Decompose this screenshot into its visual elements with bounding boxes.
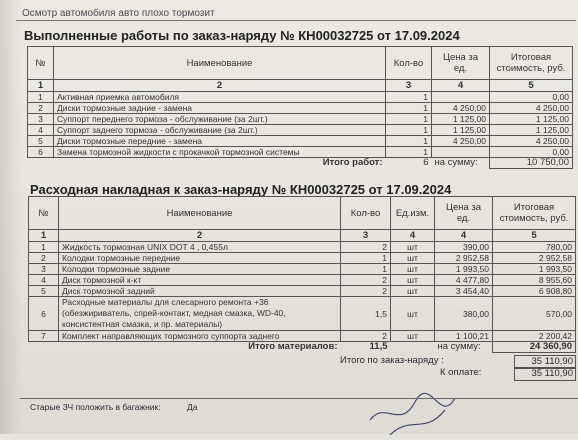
table-row	[28, 114, 573, 125]
materials-total-row	[29, 342, 576, 353]
row-price: 380,00	[435, 297, 493, 331]
col-total: Итоговая стоимость, руб.	[490, 47, 573, 80]
row-total: 0,00	[490, 92, 573, 103]
row-number: 1	[29, 242, 59, 253]
row-total: 6 908,80	[493, 286, 576, 297]
row-qty: 1	[386, 136, 432, 147]
colnum: 2	[59, 230, 341, 242]
works-total-label: Итого работ:	[322, 157, 383, 169]
row-qty: 1	[386, 147, 432, 158]
row-name: Колодки тормозные передние	[59, 253, 341, 264]
to-pay-line	[440, 367, 573, 379]
colnum: 1	[29, 230, 59, 242]
row-qty: 1	[341, 253, 391, 264]
row-name: Диск тормозной задний	[59, 286, 341, 297]
row-total: 2 200,42	[493, 331, 576, 342]
colnum: 4	[391, 230, 435, 242]
row-number: 5	[29, 286, 59, 297]
row-unit: шт	[391, 253, 435, 264]
row-name: Жидкость тормозная UNIX DOT 4 , 0,455л	[59, 242, 341, 253]
row-total: 1 125,00	[490, 114, 573, 125]
row-qty: 2	[341, 275, 391, 286]
row-name: Диски тормозные задние - замена	[54, 103, 386, 114]
row-name: Суппорт заднего тормоза - обслуживание (за 2шт.)	[54, 125, 386, 136]
row-price: 3 454,40	[435, 286, 493, 297]
order-total-value: 35 110,90	[514, 355, 576, 369]
row-qty: 2	[341, 242, 391, 253]
row-total: 4 250,00	[490, 103, 573, 114]
table-row	[29, 275, 576, 286]
row-qty: 1	[386, 92, 432, 103]
row-price: 2 952,58	[435, 253, 493, 264]
materials-sum-label: на сумму:	[437, 341, 481, 353]
works-table	[27, 46, 573, 169]
table-row	[28, 125, 573, 136]
col-total: Итоговая стоимость, руб.	[493, 197, 576, 230]
row-unit: шт	[391, 286, 435, 297]
row-total: 570,00	[493, 297, 576, 331]
row-qty: 1	[386, 103, 432, 114]
old-parts-line	[30, 402, 198, 412]
row-number: 2	[28, 103, 54, 114]
row-unit: шт	[391, 242, 435, 253]
materials-total-sum: 24 360,90	[493, 342, 576, 353]
table-row	[28, 147, 573, 158]
divider	[20, 398, 578, 399]
divider	[16, 20, 576, 21]
row-number: 3	[28, 114, 54, 125]
row-price	[432, 92, 490, 103]
row-unit: шт	[391, 297, 435, 331]
materials-title: Расходная накладная к заказ-наряду № КН00032725 от 17.09.2024	[30, 182, 452, 197]
row-unit: шт	[391, 264, 435, 275]
inspection-note: Осмотр автомобиля авто плохо тормозит	[22, 8, 215, 19]
table-row	[28, 92, 573, 103]
row-number: 1	[28, 92, 54, 103]
works-title: Выполненные работы по заказ-наряду № КН00032725 от 17.09.2024	[24, 28, 460, 43]
materials-total-qty: 11,5	[369, 341, 388, 353]
row-price: 4 250,00	[432, 103, 490, 114]
row-total: 4 250,00	[490, 136, 573, 147]
col-unit: Ед.изм.	[391, 197, 435, 230]
materials-total-label: Итого материалов:	[248, 341, 338, 353]
row-number: 6	[28, 147, 54, 158]
table-row	[29, 242, 576, 253]
page-shadow	[0, 0, 22, 434]
to-pay-value: 35 110,90	[514, 367, 576, 381]
row-name: Комплект направляющих тормозного суппорта заднего	[59, 331, 341, 342]
row-unit: шт	[391, 331, 435, 342]
to-pay-label: К оплате:	[440, 367, 482, 378]
col-price: Цена за ед.	[432, 47, 490, 80]
works-total-row	[28, 158, 573, 169]
row-number: 6	[29, 297, 59, 331]
row-price: 1 993,50	[435, 264, 493, 275]
row-number: 4	[29, 275, 59, 286]
row-qty: 1	[386, 114, 432, 125]
works-sum-label: на сумму:	[434, 157, 478, 169]
colnum: 5	[490, 80, 573, 92]
table-row	[28, 136, 573, 147]
works-total-sum: 10 750,00	[490, 158, 573, 169]
row-price	[432, 147, 490, 158]
materials-header-row	[29, 197, 576, 230]
row-total: 8 955,60	[493, 275, 576, 286]
colnum: 2	[54, 80, 386, 92]
row-number: 2	[29, 253, 59, 264]
table-row	[29, 286, 576, 297]
table-row	[29, 264, 576, 275]
col-number: №	[29, 197, 59, 230]
row-price: 4 477,80	[435, 275, 493, 286]
row-price: 4 250,00	[432, 136, 490, 147]
row-name: Замена тормозной жидкости с прокачкой тормозной системы	[54, 147, 386, 158]
materials-table	[28, 196, 576, 353]
col-qty: Кол-во	[386, 47, 432, 80]
table-row	[28, 103, 573, 114]
table-row	[29, 297, 576, 331]
row-qty: 1	[386, 125, 432, 136]
row-number: 4	[28, 125, 54, 136]
row-total: 1 993,50	[493, 264, 576, 275]
row-name: Диск тормозной к-кт	[59, 275, 341, 286]
col-qty: Кол-во	[341, 197, 391, 230]
colnum: 4	[432, 80, 490, 92]
order-total-line	[340, 355, 573, 367]
colnum: 5	[493, 230, 576, 242]
row-name: Колодки тормозные задние	[59, 264, 341, 275]
old-parts-label: Старые ЗЧ положить в багажник:	[30, 402, 161, 412]
row-price: 1 125,00	[432, 125, 490, 136]
works-colnum-row	[28, 80, 573, 92]
signature-scribble	[330, 380, 490, 440]
row-number: 5	[28, 136, 54, 147]
row-name: Суппорт переднего тормоза - обслуживание (за 2шт.)	[54, 114, 386, 125]
row-total: 0,00	[490, 147, 573, 158]
row-qty: 1,5	[341, 297, 391, 331]
works-header-row	[28, 47, 573, 80]
materials-colnum-row	[29, 230, 576, 242]
colnum: 4	[435, 230, 493, 242]
order-total-label: Итого по заказ-наряду :	[340, 355, 444, 366]
row-price: 1 100,21	[435, 331, 493, 342]
row-name: Диски тормозные передние - замена	[54, 136, 386, 147]
row-number: 3	[29, 264, 59, 275]
colnum: 1	[28, 80, 54, 92]
row-total: 780,00	[493, 242, 576, 253]
row-total: 2 952,58	[493, 253, 576, 264]
row-unit: шт	[391, 275, 435, 286]
col-number: №	[28, 47, 54, 80]
colnum: 3	[386, 80, 432, 92]
col-price: Цена за ед.	[435, 197, 493, 230]
row-name: Расходные материалы для слесарного ремонта +36 (обезжириватель, спрей-контакт, медная смазка, WD-40, консистентная смазка, и пр. материалы)	[59, 297, 341, 331]
row-qty: 1	[341, 264, 391, 275]
row-price: 1 125,00	[432, 114, 490, 125]
row-name: Активная приемка автомобиля	[54, 92, 386, 103]
table-row	[29, 331, 576, 342]
row-qty: 2	[341, 331, 391, 342]
col-name: Наименование	[59, 197, 341, 230]
colnum: 3	[341, 230, 391, 242]
table-row	[29, 253, 576, 264]
row-price: 390,00	[435, 242, 493, 253]
old-parts-value: Да	[187, 402, 198, 412]
row-total: 1 125,00	[490, 125, 573, 136]
row-number: 7	[29, 331, 59, 342]
works-total-qty: 6	[423, 157, 429, 169]
row-qty: 2	[341, 286, 391, 297]
col-name: Наименование	[54, 47, 386, 80]
